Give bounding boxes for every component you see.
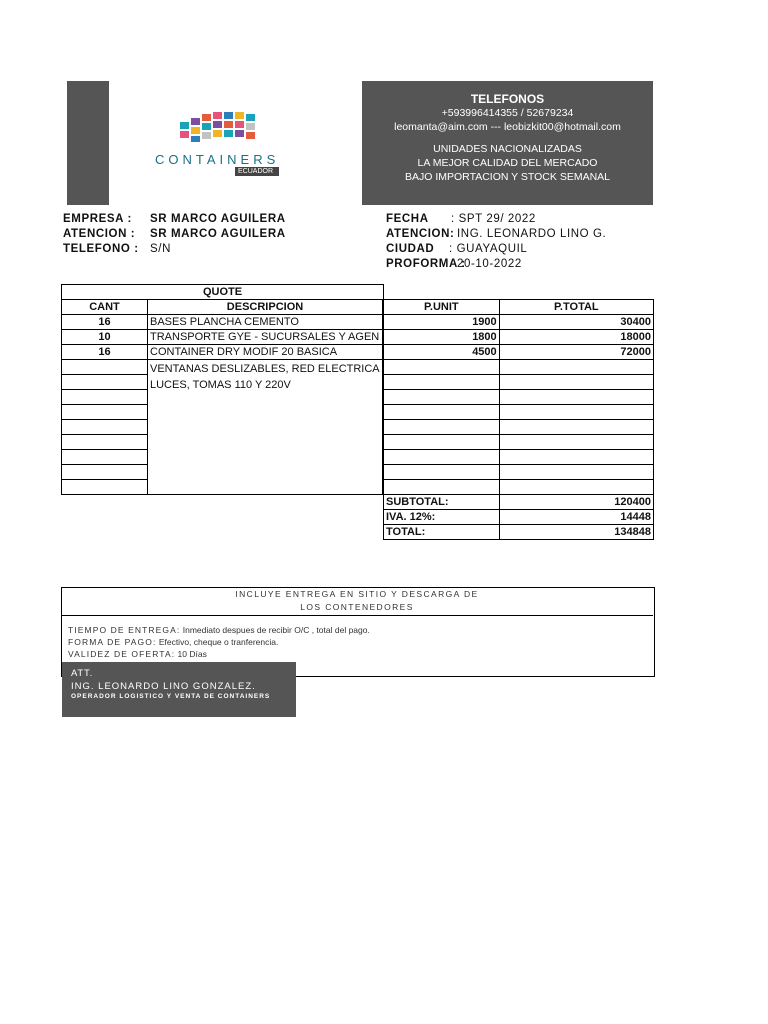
total-row [384, 525, 654, 540]
empresa-value: SR MARCO AGUILERA [150, 213, 286, 225]
terms-heading-line-2: LOS CONTENEDORES [300, 602, 414, 612]
terms-heading [61, 587, 653, 616]
total-cell: 18000 [499, 330, 653, 345]
tagline-1: UNIDADES NACIONALIZADAS [433, 143, 582, 155]
desc-cell: BASES PLANCHA CEMENTO [148, 315, 383, 330]
telefono-value: S/N [150, 243, 171, 255]
fecha-label: FECHA [386, 213, 429, 225]
subtotal-value: 120400 [499, 495, 653, 510]
quote-prices-table [383, 299, 654, 540]
iva-value: 14448 [499, 510, 653, 525]
fecha-value: : SPT 29/ 2022 [451, 213, 536, 225]
table-row [62, 345, 383, 360]
att-label: ATT. [71, 668, 94, 679]
signer-name: ING. LEONARDO LINO GONZALEZ. [71, 681, 256, 692]
total-cell: 30400 [499, 315, 653, 330]
desc-detail-cell [148, 360, 383, 495]
proforma-value: 20-10-2022 [457, 258, 522, 270]
signer-role: OPERADOR LOGISTICO Y VENTA DE CONTAINERS [71, 693, 271, 700]
subtotal-label: SUBTOTAL: [384, 495, 500, 510]
meta-atencion-label: ATENCION: [386, 228, 455, 240]
term-payment-value: Efectivo, cheque o tranferencia. [156, 637, 279, 647]
header-left-bar [67, 81, 109, 205]
logo-wordmark: CONTAINERS [155, 152, 280, 167]
total-cell: 72000 [499, 345, 653, 360]
tagline-3: BAJO IMPORTACION Y STOCK SEMANAL [405, 171, 610, 183]
desc-cell: CONTAINER DRY MODIF 20 BASICA [148, 345, 383, 360]
total-label: TOTAL: [384, 525, 500, 540]
logo-subtitle: ECUADOR [235, 167, 279, 176]
empresa-label: EMPRESA : [63, 213, 132, 225]
meta-atencion-value: ING. LEONARDO LINO G. [457, 228, 607, 240]
unit-cell: 4500 [384, 345, 500, 360]
col-total-header: P.TOTAL [499, 300, 653, 315]
telefono-label: TELEFONO : [63, 243, 139, 255]
term-delivery-key: TIEMPO DE ENTREGA: [68, 625, 181, 635]
contact-panel [362, 81, 653, 205]
signature-panel [62, 662, 296, 717]
atencion-label: ATENCION : [63, 228, 136, 240]
desc-detail-line-2: LUCES, TOMAS 110 Y 220V [150, 379, 291, 391]
ciudad-value: : GUAYAQUIL [449, 243, 528, 255]
iva-row [384, 510, 654, 525]
contact-title: TELEFONOS [470, 92, 545, 106]
unit-cell: 1800 [384, 330, 500, 345]
term-payment-key: FORMA DE PAGO: [68, 637, 157, 647]
total-value: 134848 [499, 525, 653, 540]
table-header-row [384, 300, 654, 315]
col-unit-header: P.UNIT [384, 300, 500, 315]
desc-detail-line-1: VENTANAS DESLIZABLES, RED ELECTRICA [150, 363, 380, 375]
table-row [62, 315, 383, 330]
contact-phones: +593996414355 / 52679234 [441, 107, 574, 119]
proforma-label: PROFORMA : [386, 258, 466, 270]
table-row [384, 345, 654, 360]
table-header-row [62, 300, 383, 315]
tagline-2: LA MEJOR CALIDAD DEL MERCADO [417, 157, 598, 169]
quote-items-table [61, 299, 383, 495]
containers-logo-icon [150, 100, 310, 160]
table-row [62, 360, 383, 375]
col-desc-header: DESCRIPCION [148, 300, 383, 315]
cant-cell: 16 [62, 315, 148, 330]
cant-cell: 16 [62, 345, 148, 360]
subtotal-row [384, 495, 654, 510]
contact-emails: leomanta@aim.com --- leobizkit00@hotmail.com [394, 121, 621, 133]
atencion-value: SR MARCO AGUILERA [150, 228, 286, 240]
term-delivery-value: Inmediato despues de recibir O/C , total del pago. [180, 625, 370, 635]
table-row [384, 315, 654, 330]
col-cant-header: CANT [62, 300, 148, 315]
term-delivery [68, 624, 370, 636]
ciudad-label: CIUDAD [386, 243, 435, 255]
table-row [384, 330, 654, 345]
term-validity-key: VALIDEZ DE OFERTA: [68, 649, 176, 659]
term-payment [68, 636, 278, 648]
iva-label: IVA. 12%: [384, 510, 500, 525]
term-validity [68, 648, 207, 660]
unit-cell: 1900 [384, 315, 500, 330]
cant-cell: 10 [62, 330, 148, 345]
table-row [62, 330, 383, 345]
quote-title: QUOTE [61, 284, 384, 299]
company-logo [150, 100, 310, 190]
desc-cell: TRANSPORTE GYE - SUCURSALES Y AGEN [148, 330, 383, 345]
term-validity-value: 10 Días [175, 649, 207, 659]
terms-heading-line-1: INCLUYE ENTREGA EN SITIO Y DESCARGA DE [235, 589, 479, 599]
